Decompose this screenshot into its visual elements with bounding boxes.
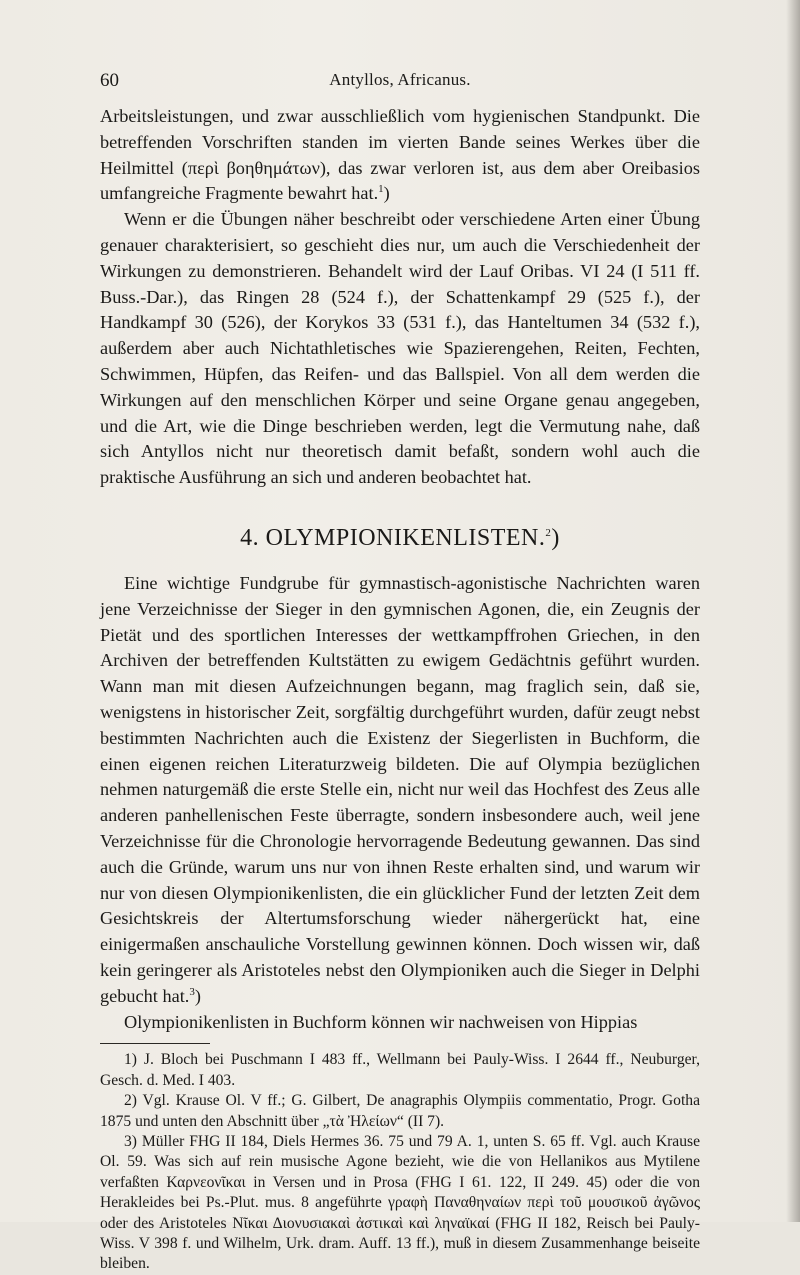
running-head: Antyllos, Africanus. (329, 70, 471, 89)
paragraph-1: Arbeitsleistungen, und zwar ausschließlich vom hygienischen Standpunkt. Die betreffenden Vorschriften standen im vierten Bande seines Werkes über die Heilmittel (περὶ βοηθημάτων), das zwar verloren ist, aus dem aber Oreibasios umfangreiche Fragmente bewahrt hat.$^1$) (100, 106, 700, 204)
footnote-ref-2: 2 (545, 526, 552, 539)
footnote-3: 3) Müller FHG II 184, Diels Hermes 36. 75 und 79 A. 1, unten S. 65 ff. Vgl. auch Krause Ol. 59. Was sich auf rein musische Agone bezieht, wie die von Hellanikos aus Mytilene verfaßten Καρνεονῖκαι in Versen und in Prosa (FHG I 61. 122, II 249. 45) oder die von Herakleides bei Ps.-Plut. mus. 8 angeführte γραφὴ Παναθηναίων περὶ τοῦ μουσικοῦ ἀγῶνος oder des Aristoteles Νῖκαι Διονυσιακαὶ ἀστικαὶ καὶ ληναϊκαί (FHG II 182, Reisch bei Pauly-Wiss. V 398 f. und Wilhelm, Urk. dram. Auff. 13 ff.), muß in diesem Zusammenhange beiseite bleiben. (100, 1132, 700, 1273)
main-text (100, 104, 700, 1275)
footnote-2: 2) Vgl. Krause Ol. V ff.; G. Gilbert, De anagraphis Olympiis commentatio, Progr. Gotha 1875 und unten den Abschnitt über „τὰ Ἠλείων“ (II 7). (100, 1092, 700, 1130)
page-number: 60 (100, 70, 119, 91)
footnote-ref-3: 3 (189, 985, 195, 998)
page-edge-shadow (786, 0, 800, 1222)
page-header (0, 64, 800, 94)
paragraph-4: Olympionikenlisten in Buchform können wir nachweisen von Hippias (124, 1011, 638, 1032)
footnote-divider (100, 1043, 210, 1044)
paragraph-2: Wenn er die Übungen näher beschreibt oder verschiedene Arten einer Übung genauer charakterisiert, so geschieht dies nur, um auch die Verschiedenheit der Wirkungen zu demonstrieren. Behandelt wird der Lauf Oribas. VI 24 (I 511 ff. Buss.-Dar.), das Ringen 28 (524 f.), der Schattenkampf 29 (525 f.), der Handkampf 30 (526), der Korykos 33 (531 f.), das Hanteltumen 34 (532 f.), außerdem aber auch Nichtathletisches wie Spazierengehen, Reiten, Fechten, Schwimmen, Hüpfen, das Reifen- und das Ballspiel. Von all dem werden die Wirkungen auf den menschlichen Körper und seine Organe genau angegeben, und die Art, wie die Dinge beschrieben werden, legt die Vermutung nahe, daß sich Antyllos nicht nur theoretisch damit befaßt, sondern wohl auch die praktische Ausführung an sich und anderen beobachtet hat. (100, 209, 700, 488)
section-title: 4. OLYMPIONIKENLISTEN.$^2$) (240, 524, 560, 551)
paragraph-3: Eine wichtige Fundgrube für gymnastisch-agonistische Nachrichten waren jene Verzeichnisse der Sieger in den gymnischen Agonen, die, ein Zeugnis der Pietät und des sportlichen Interesses der wettkampffrohen Griechen, in den Archiven der betreffenden Kultstätten zu ewigem Gedächtnis geführt wurden. Wann man mit diesen Aufzeichnungen begann, mag fraglich sein, daß sie, wenigstens in historischer Zeit, sorgfältig durchgeführt wurden, dafür zeugt nebst bestimmten Nachrichten auch die Existenz der Siegerlisten in Buchform, die einen eigenen reichen Literaturzweig bildeten. Die auf Olympia bezüglichen nehmen naturgemäß die erste Stelle ein, nicht nur weil das Hochfest des Zeus alle anderen panhellenischen Feste überragte, sondern insbesondere auch, weil jene Verzeichnisse für die Chronologie hervorragende Bedeutung gewannen. Das sind auch die Gründe, warum uns nur von ihnen Reste erhalten sind, und warum wir nur von diesen Olympionikenlisten, die ein glücklicher Fund der letzten Zeit dem Gesichtskreis der Altertumsforschung wieder nähergerückt hat, eine einigermaßen anschauliche Vorstellung gewinnen können. Doch wissen wir, daß kein geringerer als Aristoteles nebst den Olympioniken auch die Sieger in Delphi gebucht hat.$^3$) (100, 572, 700, 1006)
footnote-1: 1) J. Bloch bei Puschmann I 483 ff., Wellmann bei Pauly-Wiss. I 2644 ff., Neuburger, Gesch. d. Med. I 403. (100, 1051, 700, 1089)
footnote-ref-1: 1 (378, 183, 384, 196)
footnotes (100, 1050, 700, 1274)
